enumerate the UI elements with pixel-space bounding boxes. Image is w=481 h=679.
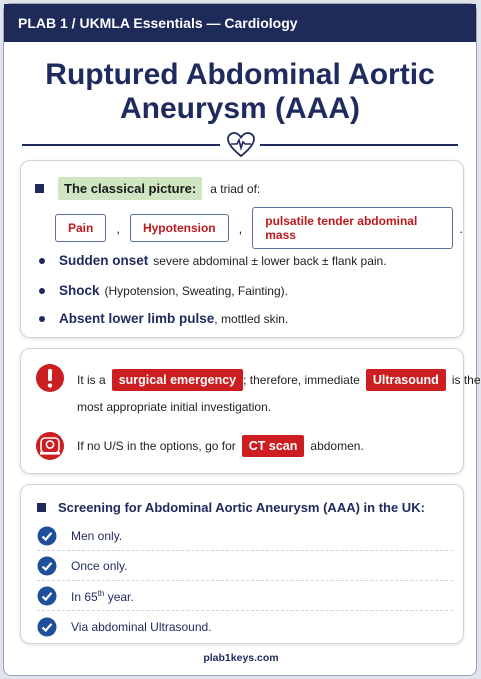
screening-title: Screening for Abdominal Aortic Aneurysm (AAA) in the UK: bbox=[37, 500, 425, 515]
screening-item-65: In 65th year. bbox=[37, 582, 453, 611]
check-icon bbox=[37, 586, 57, 606]
ct-scanner-icon bbox=[35, 431, 65, 461]
exclamation-icon bbox=[35, 363, 65, 393]
ultrasound-tag: Ultrasound bbox=[366, 369, 446, 391]
header-title: PLAB 1 / UKMLA Essentials — Cardiology bbox=[18, 15, 298, 31]
screening-item-ultrasound: Via abdominal Ultrasound. bbox=[37, 612, 453, 641]
triad-pain: Pain bbox=[55, 214, 106, 242]
triad-row: Pain , Hypotension , pulsatile tender abdominal mass . bbox=[55, 207, 463, 249]
title-line-2: Aneurysm (AAA) bbox=[119, 92, 361, 125]
square-bullet-icon bbox=[35, 184, 44, 193]
footer-site: plab1keys.com bbox=[203, 652, 279, 664]
ct-line: If no U/S in the options, go for CT scan abdomen. bbox=[77, 435, 364, 457]
title-divider bbox=[22, 132, 458, 158]
emergency-line-1: It is a surgical emergency ; therefore, immediate Ultrasound is the bbox=[77, 369, 481, 391]
page bbox=[3, 3, 481, 676]
classical-heading bbox=[35, 177, 260, 200]
classical-suffix: a triad of: bbox=[210, 181, 261, 196]
emergency-card bbox=[20, 348, 481, 474]
check-icon bbox=[37, 526, 57, 546]
screening-card bbox=[20, 484, 464, 644]
bullet-sudden-onset: Sudden onset severe abdominal ± lower back ± flank pain. bbox=[39, 253, 387, 268]
header-bar bbox=[4, 4, 476, 42]
page-title bbox=[4, 58, 476, 126]
surgical-emergency-tag: surgical emergency bbox=[112, 369, 243, 391]
screening-item-once: Once only. bbox=[37, 552, 453, 581]
square-bullet-icon bbox=[37, 503, 46, 512]
triad-mass: pulsatile tender abdominal mass bbox=[252, 207, 453, 249]
ct-scan-tag: CT scan bbox=[242, 435, 305, 457]
screening-item-men: Men only. bbox=[37, 522, 453, 551]
bullet-shock: Shock (Hypotension, Sweating, Fainting). bbox=[39, 283, 288, 298]
emergency-line-2: most appropriate initial investigation. bbox=[77, 400, 272, 414]
triad-hypotension: Hypotension bbox=[130, 214, 229, 242]
classical-picture-card bbox=[20, 160, 464, 338]
check-icon bbox=[37, 617, 57, 637]
classical-label: The classical picture: bbox=[58, 177, 202, 200]
bullet-absent-pulse: Absent lower limb pulse , mottled skin. bbox=[39, 311, 288, 326]
title-line-1: Ruptured Abdominal Aortic bbox=[45, 58, 435, 91]
check-icon bbox=[37, 556, 57, 576]
heart-ecg-icon bbox=[227, 132, 255, 158]
